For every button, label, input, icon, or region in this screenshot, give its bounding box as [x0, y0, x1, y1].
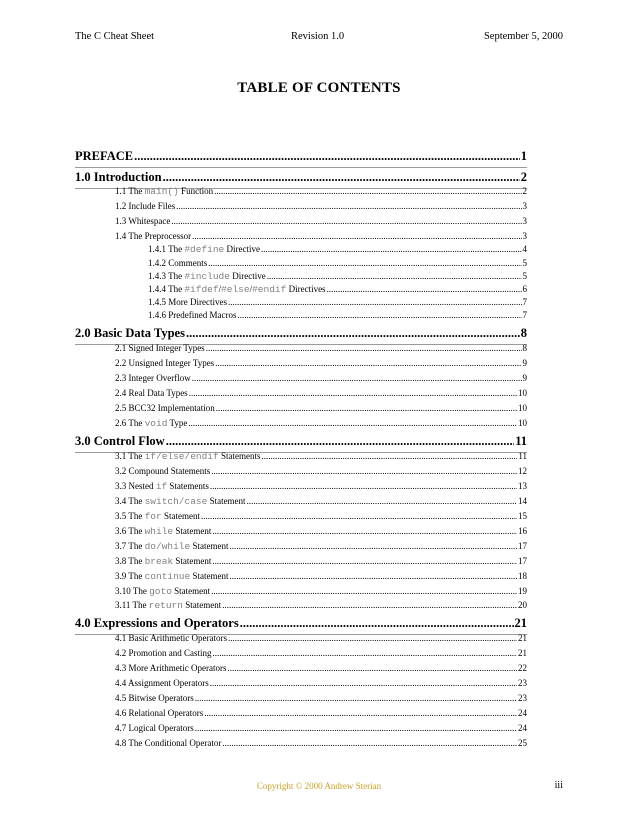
toc-page-number: 10: [518, 403, 527, 413]
dot-leader: [261, 244, 522, 254]
toc-page-number: 13: [518, 481, 527, 491]
title-text: 3.4 The: [115, 496, 145, 506]
title-text: 3.2 Compound Statements: [115, 466, 211, 476]
toc-entry-title: [115, 586, 210, 597]
dot-leader: [186, 326, 520, 341]
footer-page-number: iii: [554, 780, 563, 791]
dot-leader: [192, 231, 521, 241]
title-text: 4.6 Relational Operators: [115, 708, 204, 718]
title-text: 2.3 Integer Overflow: [115, 373, 191, 383]
toc-entry-title: [115, 663, 226, 673]
toc-subsection-entry[interactable]: [115, 556, 527, 567]
toc-subsection-entry[interactable]: [115, 571, 527, 582]
title-text: 4.7 Logical Operators: [115, 723, 194, 733]
dot-leader: [229, 571, 517, 581]
title-text: 4.1 Basic Arithmetic Operators: [115, 633, 227, 643]
title-text: /: [249, 284, 253, 294]
title-text: 1.4.6 Predefined Macros: [148, 310, 237, 320]
toc-section-entry[interactable]: [75, 149, 527, 168]
title-text: 1.1 The: [115, 186, 145, 196]
title-text: Statement: [171, 586, 211, 596]
toc-entry-title: [75, 326, 185, 341]
title-text: 3.0 Control Flow: [75, 434, 165, 448]
toc-page-number: 9: [522, 358, 527, 368]
title-text: 1.4.3 The: [148, 271, 185, 281]
header-revision: Revision 1.0: [291, 31, 345, 42]
dot-leader: [201, 511, 517, 521]
dot-leader: [237, 310, 521, 320]
title-text: 2.0 Basic Data Types: [75, 326, 185, 340]
toc-subsection-entry[interactable]: [115, 466, 527, 476]
dot-leader: [229, 541, 517, 551]
toc-page-number: 15: [518, 511, 527, 521]
toc-subsection-entry[interactable]: [115, 663, 527, 673]
page-title: TABLE OF CONTENTS: [237, 80, 401, 96]
toc-subsection-entry[interactable]: [148, 284, 527, 295]
toc-subsection-entry[interactable]: [115, 373, 527, 383]
toc-entry-title: [115, 186, 213, 197]
dot-leader: [171, 216, 521, 226]
title-text: 4.2 Promotion and Casting: [115, 648, 212, 658]
code-keyword: #define: [184, 244, 225, 255]
toc-subsection-entry[interactable]: [115, 738, 527, 748]
dot-leader: [261, 451, 517, 461]
toc-page-number: 5: [522, 258, 527, 268]
toc-page-number: 3: [522, 231, 527, 241]
title-text: Directives: [286, 284, 326, 294]
code-keyword: #include: [184, 271, 230, 282]
toc-page-number: 18: [518, 571, 527, 581]
title-text: 3.11 The: [115, 600, 149, 610]
title-text: PREFACE: [75, 149, 134, 163]
toc-subsection-entry[interactable]: [148, 258, 527, 268]
toc-entry-title: [115, 231, 191, 241]
title-text: Statement: [161, 511, 200, 521]
title-text: /: [218, 284, 222, 294]
toc-subsection-entry[interactable]: [115, 496, 527, 507]
dot-leader: [189, 388, 517, 398]
toc-page-number: 10: [518, 388, 527, 398]
toc-subsection-entry[interactable]: [148, 244, 527, 255]
title-text: Statement: [190, 541, 229, 551]
title-text: 3.8 The: [115, 556, 145, 566]
toc-subsection-entry[interactable]: [115, 388, 527, 398]
toc-page-number: 8: [520, 326, 527, 340]
dot-leader: [216, 403, 517, 413]
toc-page-number: 19: [518, 586, 527, 596]
toc-subsection-entry[interactable]: [115, 708, 527, 718]
toc-entry-title: [75, 616, 239, 631]
title-text: 1.4 The Preprocessor: [115, 231, 192, 241]
toc-page-number: 3: [522, 216, 527, 226]
toc-subsection-entry[interactable]: [148, 310, 527, 320]
dot-leader: [327, 284, 522, 294]
dot-leader: [192, 373, 522, 383]
dot-leader: [227, 663, 517, 673]
toc-subsection-entry[interactable]: [115, 600, 527, 611]
dot-leader: [211, 586, 517, 596]
title-text: 2.1 Signed Integer Types: [115, 343, 205, 353]
code-keyword: continue: [144, 571, 191, 582]
code-keyword: main(): [144, 186, 179, 197]
toc-subsection-entry[interactable]: [115, 186, 527, 197]
dot-leader: [212, 556, 517, 566]
title-text: 3.6 The: [115, 526, 145, 536]
code-keyword: #ifdef: [184, 284, 219, 295]
toc-page-number: 23: [518, 678, 527, 688]
toc-entry-title: [115, 466, 210, 476]
title-text: 1.2 Include Files: [115, 201, 176, 211]
toc-subsection-entry[interactable]: [115, 633, 527, 643]
toc-subsection-entry[interactable]: [115, 343, 527, 353]
toc-page-number: 14: [518, 496, 527, 506]
toc-entry-title: [148, 310, 236, 320]
toc-subsection-entry[interactable]: [115, 216, 527, 226]
toc-entry-title: [148, 258, 207, 268]
dot-leader: [222, 600, 517, 610]
dot-leader: [206, 343, 522, 353]
code-keyword: #endif: [252, 284, 287, 295]
toc-entry-title: [115, 343, 205, 353]
toc-subsection-entry[interactable]: [115, 231, 527, 241]
toc-entry-title: [75, 149, 133, 164]
dot-leader: [195, 693, 517, 703]
title-text: 4.0 Expressions and Operators: [75, 616, 239, 630]
dot-leader: [213, 648, 518, 658]
title-text: 3.5 The: [115, 511, 145, 521]
toc-entry-title: [115, 556, 211, 567]
dot-leader: [210, 678, 517, 688]
toc-entry-title: [115, 418, 187, 429]
title-text: 1.3 Whitespace: [115, 216, 171, 226]
toc-entry-title: [115, 526, 211, 537]
toc-page-number: 20: [518, 600, 527, 610]
toc-page-number: 1: [520, 149, 527, 163]
toc-entry-title: [115, 600, 221, 611]
toc-entry-title: [115, 358, 214, 368]
toc-subsection-entry[interactable]: [148, 271, 527, 282]
title-text: Statements: [167, 481, 209, 491]
toc-page-number: 7: [522, 310, 527, 320]
title-text: 1.4.1 The: [148, 244, 185, 254]
title-text: Statement: [182, 600, 222, 610]
toc-page-number: 6: [522, 284, 527, 294]
toc-entry-title: [115, 541, 228, 552]
dot-leader: [210, 481, 517, 491]
title-text: Statement: [207, 496, 246, 506]
title-text: 3.1 The: [115, 451, 145, 461]
title-text: 4.3 More Arithmetic Operators: [115, 663, 227, 673]
title-text: 3.9 The: [115, 571, 145, 581]
toc-page-number: 16: [518, 526, 527, 536]
toc-entry-title: [115, 481, 209, 492]
toc-subsection-entry[interactable]: [115, 648, 527, 658]
toc-entry-title: [75, 434, 165, 449]
toc-entry-title: [115, 723, 194, 733]
dot-leader: [188, 418, 517, 428]
title-text: 4.8 The Conditional Operator: [115, 738, 222, 748]
dot-leader: [247, 496, 517, 506]
toc-subsection-entry[interactable]: [115, 723, 527, 733]
title-text: 4.5 Bitwise Operators: [115, 693, 194, 703]
toc-entry-title: [115, 738, 221, 748]
footer-copyright: Copyright © 2000 Andrew Sterian: [256, 781, 382, 791]
toc-subsection-entry[interactable]: [115, 693, 527, 703]
toc-page-number: 21: [514, 616, 527, 630]
dot-leader: [208, 258, 521, 268]
toc-subsection-entry[interactable]: [115, 201, 527, 211]
dot-leader: [163, 170, 520, 185]
dot-leader: [204, 708, 517, 718]
toc-page-number: 21: [518, 648, 527, 658]
title-text: 1.4.4 The: [148, 284, 185, 294]
toc-page-number: 2: [522, 186, 527, 196]
toc-entry-title: [148, 271, 266, 282]
toc-entry-title: [115, 373, 191, 383]
dot-leader: [222, 738, 517, 748]
title-text: Function: [178, 186, 214, 196]
code-keyword: while: [144, 526, 174, 537]
header-date: September 5, 2000: [483, 31, 563, 42]
title-text: Statement: [190, 571, 229, 581]
toc-page-number: 3: [522, 201, 527, 211]
toc-page-number: 17: [518, 556, 527, 566]
code-keyword: return: [148, 600, 183, 611]
toc-entry-title: [115, 201, 175, 211]
code-keyword: void: [144, 418, 168, 429]
toc-page-number: 22: [518, 663, 527, 673]
dot-leader: [267, 271, 522, 281]
title-text: 1.4.5 More Directives: [148, 297, 227, 307]
dot-leader: [240, 616, 514, 631]
code-keyword: switch/case: [144, 496, 208, 507]
title-text: Directive: [224, 244, 260, 254]
toc-subsection-entry[interactable]: [115, 586, 527, 597]
code-keyword: if/else/endif: [144, 451, 219, 462]
toc-subsection-entry[interactable]: [115, 451, 527, 462]
toc-subsection-entry[interactable]: [115, 526, 527, 537]
toc-entry-title: [115, 693, 194, 703]
title-text: Statement: [173, 526, 212, 536]
toc-page-number: 21: [518, 633, 527, 643]
title-text: 2.2 Unsigned Integer Types: [115, 358, 215, 368]
code-keyword: do/while: [144, 541, 191, 552]
toc-entry-title: [115, 678, 209, 688]
dot-leader: [215, 358, 521, 368]
toc-page-number: 8: [522, 343, 527, 353]
dot-leader: [134, 149, 520, 164]
dot-leader: [214, 186, 521, 196]
toc-entry-title: [115, 403, 215, 413]
title-text: Statements: [218, 451, 261, 461]
toc-page-number: 2: [520, 170, 527, 184]
toc-entry-title: [115, 633, 227, 643]
dot-leader: [166, 434, 514, 449]
title-text: 2.5 BCC32 Implementation: [115, 403, 215, 413]
toc-subsection-entry[interactable]: [115, 403, 527, 413]
toc-entry-title: [115, 648, 212, 658]
toc-page-number: 23: [518, 693, 527, 703]
toc-page-number: 12: [518, 466, 527, 476]
dot-leader: [228, 297, 522, 307]
title-text: 2.6 The: [115, 418, 145, 428]
toc-entry-title: [115, 451, 260, 462]
toc-entry-title: [148, 244, 260, 255]
toc-page-number: 24: [518, 723, 527, 733]
toc-entry-title: [115, 708, 203, 718]
toc-page-number: 11: [518, 451, 527, 461]
title-text: 4.4 Assignment Operators: [115, 678, 209, 688]
toc-page-number: 5: [522, 271, 527, 281]
title-text: Statement: [173, 556, 212, 566]
toc-page-number: 4: [522, 244, 527, 254]
toc-subsection-entry[interactable]: [115, 678, 527, 688]
title-text: Type: [167, 418, 188, 428]
toc-page-number: 7: [522, 297, 527, 307]
toc-page-number: 11: [515, 434, 527, 448]
toc-page-number: 24: [518, 708, 527, 718]
title-text: 3.7 The: [115, 541, 145, 551]
toc-subsection-entry[interactable]: [115, 418, 527, 429]
dot-leader: [228, 633, 517, 643]
toc-subsection-entry[interactable]: [115, 541, 527, 552]
toc-entry-title: [148, 284, 326, 295]
title-text: 1.4.2 Comments: [148, 258, 208, 268]
title-text: 2.4 Real Data Types: [115, 388, 188, 398]
code-keyword: break: [144, 556, 174, 567]
toc-page-number: 9: [522, 373, 527, 383]
toc-entry-title: [115, 511, 200, 522]
toc-entry-title: [148, 297, 227, 307]
title-text: 3.3 Nested: [115, 481, 156, 491]
code-keyword: for: [144, 511, 162, 522]
toc-entry-title: [115, 496, 246, 507]
toc-page-number: 25: [518, 738, 527, 748]
code-keyword: goto: [149, 586, 172, 597]
toc-page-number: 10: [518, 418, 527, 428]
toc-subsection-entry[interactable]: [148, 297, 527, 307]
code-keyword: #else: [221, 284, 250, 295]
title-text: 1.0 Introduction: [75, 170, 162, 184]
toc-entry-title: [115, 571, 228, 582]
toc-entry-title: [115, 216, 170, 226]
header-doc-title: The C Cheat Sheet: [75, 31, 155, 42]
dot-leader: [176, 201, 521, 211]
title-text: 3.10 The: [115, 586, 150, 596]
title-text: Directive: [229, 271, 266, 281]
dot-leader: [195, 723, 517, 733]
toc-entry-title: [115, 388, 188, 398]
toc-subsection-entry[interactable]: [115, 511, 527, 522]
code-keyword: if: [155, 481, 168, 492]
toc-subsection-entry[interactable]: [115, 481, 527, 492]
toc-entry-title: [75, 170, 162, 185]
dot-leader: [211, 466, 517, 476]
toc-page-number: 17: [518, 541, 527, 551]
dot-leader: [212, 526, 517, 536]
toc-subsection-entry[interactable]: [115, 358, 527, 368]
